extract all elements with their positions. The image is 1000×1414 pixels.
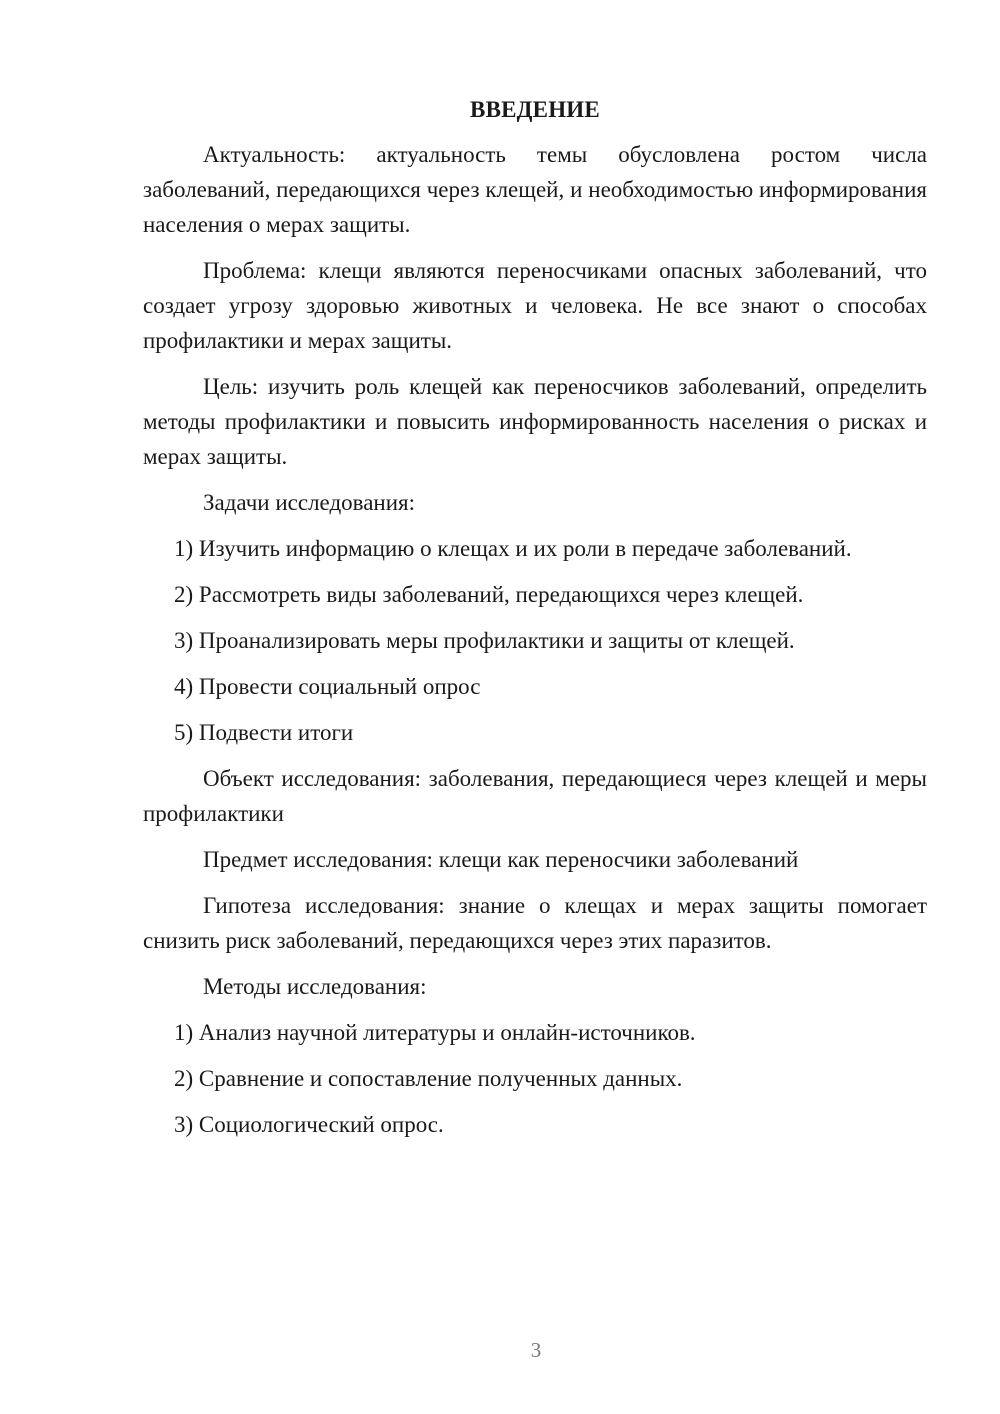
- relevance-paragraph: Актуальность: актуальность темы обусловлена ростом числа заболеваний, передающихся через клещей, и необходимостью информирования населения о мерах защиты.: [143, 142, 927, 237]
- task-item: 5) Подвести итоги: [174, 720, 354, 745]
- method-item: 2) Сравнение и сопоставление полученных данных.: [174, 1066, 683, 1091]
- method-item: 1) Анализ научной литературы и онлайн-источников.: [174, 1020, 696, 1045]
- page-number: 3: [530, 1338, 542, 1362]
- goal-paragraph: Цель: изучить роль клещей как переносчиков заболеваний, определить методы профилактики и повысить информированность населения о рисках и мерах защиты.: [143, 374, 927, 469]
- task-item: 2) Рассмотреть виды заболеваний, передающихся через клещей.: [174, 582, 804, 607]
- method-item: 3) Социологический опрос.: [174, 1112, 444, 1137]
- task-item: 1) Изучить информацию о клещах и их роли в передаче заболеваний.: [174, 536, 852, 561]
- hypothesis-paragraph: Гипотеза исследования: знание о клещах и мерах защиты помогает снизить риск заболеваний, передающихся через этих паразитов.: [143, 893, 927, 953]
- tasks-heading: Задачи исследования:: [203, 490, 416, 515]
- task-item: 4) Провести социальный опрос: [174, 674, 481, 699]
- subject-paragraph: Предмет исследования: клещи как переносчики заболеваний: [203, 847, 799, 872]
- task-item: 3) Проанализировать меры профилактики и защиты от клещей.: [174, 628, 795, 653]
- page-content: [143, 95, 927, 1153]
- problem-paragraph: Проблема: клещи являются переносчиками опасных заболеваний, что создает угрозу здоровью животных и человека. Не все знают о способах профилактики и мерах защиты.: [143, 258, 927, 353]
- page-title: ВВЕДЕНИЕ: [470, 97, 600, 122]
- methods-heading: Методы исследования:: [203, 974, 427, 999]
- object-paragraph: Объект исследования: заболевания, передающиеся через клещей и меры профилактики: [143, 766, 927, 826]
